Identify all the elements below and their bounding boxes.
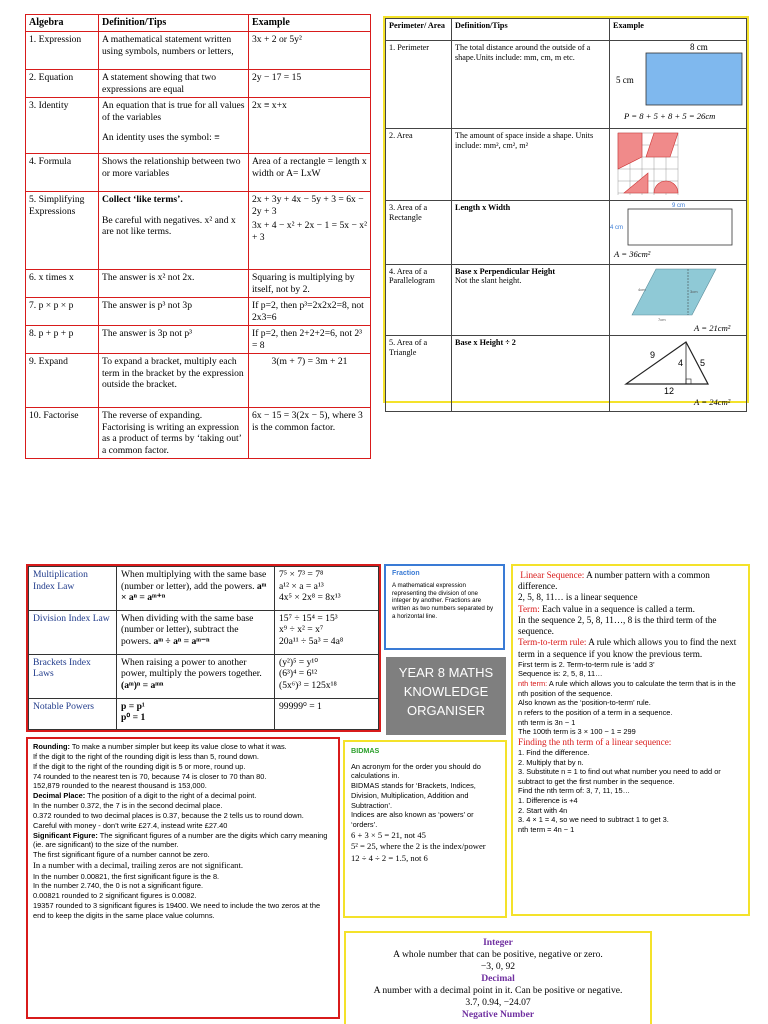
sig-fig-rule: The first significant figure of a number cannot be zero. xyxy=(33,850,210,860)
decimal-place-definition xyxy=(33,791,333,801)
term-label: Term: xyxy=(518,603,540,614)
integer-title: Integer xyxy=(483,937,513,948)
height-label: 4 xyxy=(678,358,684,369)
decimal-title: Decimal xyxy=(481,973,515,985)
table-row xyxy=(386,41,747,129)
table-row xyxy=(26,70,371,98)
law-name: Notable Powers xyxy=(29,698,117,729)
rounding-rule: If the digit to the right of the rounding digit is 5 or more, round up. xyxy=(33,761,246,771)
bidmas-example: 12 ÷ 4 ÷ 2 = 1.5, not 6 xyxy=(351,852,428,863)
definition-cell: The answer is x² not 2x. xyxy=(99,270,249,298)
law-name: Division Index Law xyxy=(29,610,117,654)
law-examples: 99999⁰ = 1 xyxy=(275,698,379,729)
definition-cell: A mathematical statement written using symbols, numbers or letters, xyxy=(99,32,249,70)
linear-text: A number pattern with a common difference. xyxy=(518,570,710,592)
law-name: Multiplication Index Law xyxy=(29,567,117,611)
height-label: 3cm xyxy=(690,288,698,294)
definition-note: Be careful with negatives. x² and x are not like terms. xyxy=(102,214,236,237)
law-definition xyxy=(117,610,275,654)
ttt-label: Term-to-term rule: xyxy=(518,637,587,648)
term-definition xyxy=(518,604,743,615)
length-label: 9 cm xyxy=(672,202,686,209)
fraction-text: A mathematical expression representing the division of one integer by another. Fractions are written as two numbers separated by a horizontal line. xyxy=(392,581,494,620)
algebra-header: Algebra xyxy=(26,15,99,32)
rounding-rule: If the digit to the right of the rounding digit is less than 5, round down. xyxy=(33,751,259,761)
nth-example: nth term is 3n − 1 xyxy=(518,717,576,727)
base-label: 12 xyxy=(664,386,675,397)
parallelogram-shape xyxy=(632,269,716,315)
integer-example: −3, 0, 92 xyxy=(480,961,516,973)
law-text: When multiplying with the same base (number or letter), add the powers. xyxy=(121,569,267,592)
table-row xyxy=(26,326,371,354)
bidmas-stands-for: BIDMAS stands for ‘Brackets, Indices, Division, Multiplication, Addition and Subtraction’. xyxy=(351,781,476,810)
decimal-place-example: Careful with money - don’t write £27.4, instead write £27.40 xyxy=(33,820,228,830)
law-text: When dividing with the same base (number or letter), subtract the powers. xyxy=(121,612,254,647)
definition-cell: Shows the relationship between two or more variables xyxy=(99,154,249,192)
fraction-box xyxy=(384,564,505,650)
decimal-place-example: 0.372 rounded to two decimal places is 0.37, because the 2 tells us to round down. xyxy=(33,810,304,820)
definition-cell xyxy=(99,192,249,270)
perimeter-formula: P = 8 + 5 + 8 + 5 = 26cm xyxy=(624,111,716,121)
rounding-definition xyxy=(33,742,333,752)
definition-cell: Base x Height ÷ 2 xyxy=(452,336,610,412)
slant-label: 4cm xyxy=(638,286,646,292)
law-definition xyxy=(117,567,275,611)
term-cell: 8. p + p + p xyxy=(26,326,99,354)
term-cell: 2. Area xyxy=(386,128,452,200)
example-header: Example xyxy=(249,15,371,32)
example-cell: 2y − 17 = 15 xyxy=(249,70,371,98)
definition-cell xyxy=(452,264,610,336)
rectangle-area-diagram xyxy=(610,201,746,261)
area-shapes-diagram xyxy=(610,129,746,197)
term-cell: 2. Equation xyxy=(26,70,99,98)
example-cell: If p=2, then 2+2+2=6, not 2³ = 8 xyxy=(249,326,371,354)
sig-fig-example: In the number 0.00821, the first significant figure is the 8. xyxy=(33,871,220,881)
definition-cell xyxy=(99,98,249,154)
definition-cell: The answer is 3p not p³ xyxy=(99,326,249,354)
bidmas-indices: Indices are also known as ‘powers’ or ‘orders’. xyxy=(351,810,474,830)
law-rule: p⁰ = 1 xyxy=(121,712,146,724)
term-cell: 5. Simplifying Expressions xyxy=(26,192,99,270)
example: 20a¹¹ ÷ 5a³ = 4a⁸ xyxy=(279,635,344,647)
ttt-text: A rule which allows you to find the next term in a sequence if you know the previous term. xyxy=(518,637,737,659)
term-cell: 1. Perimeter xyxy=(386,41,452,129)
integer-text: A whole number that can be positive, negative or zero. xyxy=(393,949,603,961)
decimal-example: 3.7, 0.94, −24.07 xyxy=(465,997,531,1009)
term-text: Each value in a sequence is called a term. xyxy=(542,603,695,614)
nth-label: nth term: xyxy=(518,679,548,688)
example-cell: 3(m + 7) = 3m + 21 xyxy=(249,354,371,408)
nth-example: n refers to the position of a term in a sequence. xyxy=(518,707,673,717)
bidmas-box xyxy=(343,740,507,918)
area-result: A = 36cm² xyxy=(614,248,651,259)
law-examples xyxy=(275,610,379,654)
example-step: nth term = 4n − 1 xyxy=(518,824,575,834)
step: 3. Substitute n = 1 to find out what number you need to add or subtract to get the first number in the sequence. xyxy=(518,767,721,786)
table-row xyxy=(386,200,747,264)
definition-cell: To expand a bracket, multiply each term in the bracket by the expression outside the bracket. xyxy=(99,354,249,408)
law-rule: aᵐ × aⁿ = aᵐ⁺ⁿ xyxy=(121,580,267,603)
ttt-definition xyxy=(518,637,743,659)
table-row xyxy=(386,128,747,200)
width-label: 8 cm xyxy=(690,42,708,52)
law-name: Brackets Index Laws xyxy=(29,654,117,698)
integer-box xyxy=(344,931,652,1024)
definition-cell: The total distance around the outside of a shape.Units include: mm, cm, m etc. xyxy=(452,41,610,129)
term-cell: 6. x times x xyxy=(26,270,99,298)
area-example xyxy=(610,128,747,200)
decimal-place-label: Decimal Place: xyxy=(33,791,86,801)
table-row xyxy=(26,298,371,326)
sig-fig-example: 0.00821 rounded to 2 significant figures is 0.0082. xyxy=(33,891,197,901)
table-row xyxy=(26,154,371,192)
triangle-shape xyxy=(624,173,648,193)
linear-label: Linear Sequence: xyxy=(520,570,585,580)
nth-example: The 100th term is 3 × 100 − 1 = 299 xyxy=(518,727,636,737)
example-cell: 6x − 15 = 3(2x − 5), where 3 is the common factor. xyxy=(249,408,371,459)
parallelogram-shape xyxy=(646,133,678,157)
negative-number-title: Negative Number xyxy=(461,1009,535,1021)
decimal-place-text: The position of a digit to the right of a decimal point. xyxy=(87,791,257,801)
example-cell xyxy=(249,192,371,270)
table-row xyxy=(26,32,371,70)
table-row xyxy=(29,610,379,654)
definition-text: An equation that is true for all values of the variables xyxy=(102,100,245,123)
rectangle-diagram xyxy=(610,41,746,125)
term-cell: 10. Factorise xyxy=(26,408,99,459)
example-cell: Squaring is multiplying by itself, not by 2. xyxy=(249,270,371,298)
table-row xyxy=(29,567,379,611)
bidmas-example: 6 + 3 × 5 = 21, not 45 xyxy=(351,829,426,840)
title-line-3: ORGANISER xyxy=(406,702,485,718)
term-cell: 4. Formula xyxy=(26,154,99,192)
decimal-place-example: In the number 0.372, the 7 is in the second decimal place. xyxy=(33,801,223,811)
law-examples xyxy=(275,567,379,611)
definition-note: Not the slant height. xyxy=(455,276,522,286)
rounding-box xyxy=(26,737,340,1019)
example: a¹² × a = a¹³ xyxy=(279,580,324,592)
triangle-example xyxy=(610,336,747,412)
term-cell: 7. p × p × p xyxy=(26,298,99,326)
sig-fig-text: The significant figures of a number are the digits which carry meaning (ie. are significant) to the size of the number. xyxy=(33,830,328,850)
base-label: 7cm xyxy=(658,316,666,322)
perimeter-example xyxy=(610,41,747,129)
index-laws-table xyxy=(26,564,381,732)
semicircle-shape xyxy=(654,181,678,193)
bidmas-title: BIDMAS xyxy=(351,746,380,755)
definition-header: Definition/Tips xyxy=(99,15,249,32)
law-examples xyxy=(275,654,379,698)
definition-cell: The reverse of expanding. Factorising is writing an expression as a product of terms by ‘taking out’ a common factor. xyxy=(99,408,249,459)
definition-text: Base x Perpendicular Height xyxy=(455,266,556,276)
table-row xyxy=(26,408,371,459)
page-title xyxy=(386,657,506,735)
ttt-example: First term is 2. Term-to-term rule is ‘add 3’ xyxy=(518,659,655,669)
sig-fig-definition xyxy=(33,831,333,851)
example-cell: 3x + 2 or 5y² xyxy=(249,32,371,70)
example: 7⁵ × 7³ = 7⁸ xyxy=(279,569,324,580)
definition-cell: The amount of space inside a shape. Units include: mm², cm², m² xyxy=(452,128,610,200)
example-cell: 2x ≡ x+x xyxy=(249,98,371,154)
rectangle-area-example xyxy=(610,200,747,264)
bidmas-example: 5² = 25, where the 2 is the index/power xyxy=(351,841,486,852)
decimal-text: A number with a decimal point in it. Can be positive or negative. xyxy=(373,985,623,997)
triangle-outline xyxy=(626,342,708,384)
rectangle-outline xyxy=(628,209,732,245)
example: (y²)⁵ = y¹⁰ xyxy=(279,656,319,668)
example: (5x⁶)³ = 125x¹⁸ xyxy=(279,679,337,691)
definition-text: Collect ‘like terms’. xyxy=(102,194,183,205)
width-label: 4 cm xyxy=(610,224,624,231)
step: 1. Find the difference. xyxy=(518,747,590,757)
ttt-example: Sequence is: 2, 5, 8, 11… xyxy=(518,669,603,679)
table-row xyxy=(386,336,747,412)
term-cell: 3. Identity xyxy=(26,98,99,154)
example-step: 3. 4 × 1 = 4, so we need to subtract 1 to get 3. xyxy=(518,815,669,825)
perimeter-area-table xyxy=(383,16,749,408)
table-row xyxy=(386,264,747,336)
example: (6³)⁴ = 6¹² xyxy=(279,668,318,680)
area-result: A = 21cm² xyxy=(694,322,731,333)
rounding-example: 74 rounded to the nearest ten is 70, because 74 is closer to 70 than 80. xyxy=(33,771,267,781)
table-row xyxy=(29,698,379,729)
finding-nth-title: Finding the nth term of a linear sequence: xyxy=(518,736,672,747)
parallelogram-example xyxy=(610,264,747,336)
perimeter-header: Perimeter/ Area xyxy=(386,19,452,41)
table-row xyxy=(26,192,371,270)
example-text: 2x + 3y + 4x − 5y + 3 = 6x − 2y + 3 xyxy=(252,194,364,217)
example-step: 2. Start with 4n xyxy=(518,805,568,815)
table-row xyxy=(26,98,371,154)
sig-fig-example: In the number 2.740, the 0 is not a significant figure. xyxy=(33,881,204,891)
algebra-table xyxy=(25,14,371,469)
linear-sequence-definition xyxy=(518,570,743,592)
fraction-title: Fraction xyxy=(392,570,420,577)
example-title: Find the nth term of: 3, 7, 11, 15… xyxy=(518,786,631,796)
definition-cell: A statement showing that two expressions are equal xyxy=(99,70,249,98)
term-cell: 9. Expand xyxy=(26,354,99,408)
example: x⁹ ÷ x² = x⁷ xyxy=(279,624,324,636)
title-line-2: KNOWLEDGE xyxy=(403,683,489,699)
height-label: 5 cm xyxy=(616,75,634,85)
side-label: 9 xyxy=(650,350,656,361)
sig-fig-rule: In a number with a decimal, trailing zeros are not significant. xyxy=(33,860,243,871)
side-label-2: 5 xyxy=(700,358,706,369)
sequences-box xyxy=(511,564,750,916)
bidmas-intro: An acronym for the order you should do calculations in. xyxy=(351,761,481,781)
parallelogram-diagram xyxy=(610,265,746,333)
table-row xyxy=(26,354,371,408)
example-step: 1. Difference is +4 xyxy=(518,796,578,806)
definition-cell: Length x Width xyxy=(452,200,610,264)
example-cell: Area of a rectangle = length x width or A= LxW xyxy=(249,154,371,192)
nth-example: Also known as the ‘position-to-term’ rule. xyxy=(518,698,651,708)
term-example: In the sequence 2, 5, 8, 11…, 8 is the third term of the sequence. xyxy=(518,614,717,637)
law-rule: (aᵐ)ⁿ = aᵐⁿ xyxy=(121,679,164,691)
example-cell: If p=2, then p³=2x2x2=8, not 2x3=6 xyxy=(249,298,371,326)
example-header: Example xyxy=(610,19,747,41)
rectangle-shape xyxy=(646,53,742,105)
law-text: p = p¹ xyxy=(121,700,145,712)
law-rule: aᵐ ÷ aⁿ = aᵐ⁻ⁿ xyxy=(153,635,210,647)
example: 15⁷ ÷ 15⁴ = 15³ xyxy=(279,612,338,624)
term-cell: 1. Expression xyxy=(26,32,99,70)
nth-definition xyxy=(518,679,743,698)
step: 2. Multiply that by n. xyxy=(518,757,584,767)
rounding-example: 152,879 rounded to the nearest thousand is 153,000. xyxy=(33,781,207,791)
definition-note: An identity uses the symbol: ≡ xyxy=(102,132,220,143)
sig-fig-example: 19357 rounded to 3 significant figures is 19400. We need to include the two zeros at the end to keep the digits in the same place value columns. xyxy=(33,901,321,920)
definition-header: Definition/Tips xyxy=(452,19,610,41)
law-definition xyxy=(117,698,275,729)
definition-cell: The answer is p³ not 3p xyxy=(99,298,249,326)
title-line-1: YEAR 8 MATHS xyxy=(398,665,494,680)
example: 4x⁵ × 2x⁸ = 8x¹³ xyxy=(279,592,341,603)
term-cell: 5. Area of a Triangle xyxy=(386,336,452,412)
sig-fig-label: Significant Figure: xyxy=(33,830,98,840)
table-row xyxy=(26,270,371,298)
rounding-label: Rounding: xyxy=(33,742,70,751)
law-definition xyxy=(117,654,275,698)
nth-text: A rule which allows you to calculate the term that is in the nth position of the sequence. xyxy=(518,679,736,698)
rounding-text: To make a number simpler but keep its value close to what it was. xyxy=(71,742,287,751)
triangle-diagram xyxy=(610,336,746,408)
example-text-2: 3x + 4 − x² + 2x − 1 = 5x − x² + 3 xyxy=(252,220,367,243)
table-row xyxy=(29,654,379,698)
term-cell: 3. Area of a Rectangle xyxy=(386,200,452,264)
area-result: A = 24cm² xyxy=(694,397,731,408)
term-cell: 4. Area of a Parallelogram xyxy=(386,264,452,336)
law-text: When raising a power to another power, multiply the powers together. xyxy=(121,656,262,680)
linear-example: 2, 5, 8, 11… is a linear sequence xyxy=(518,592,638,603)
